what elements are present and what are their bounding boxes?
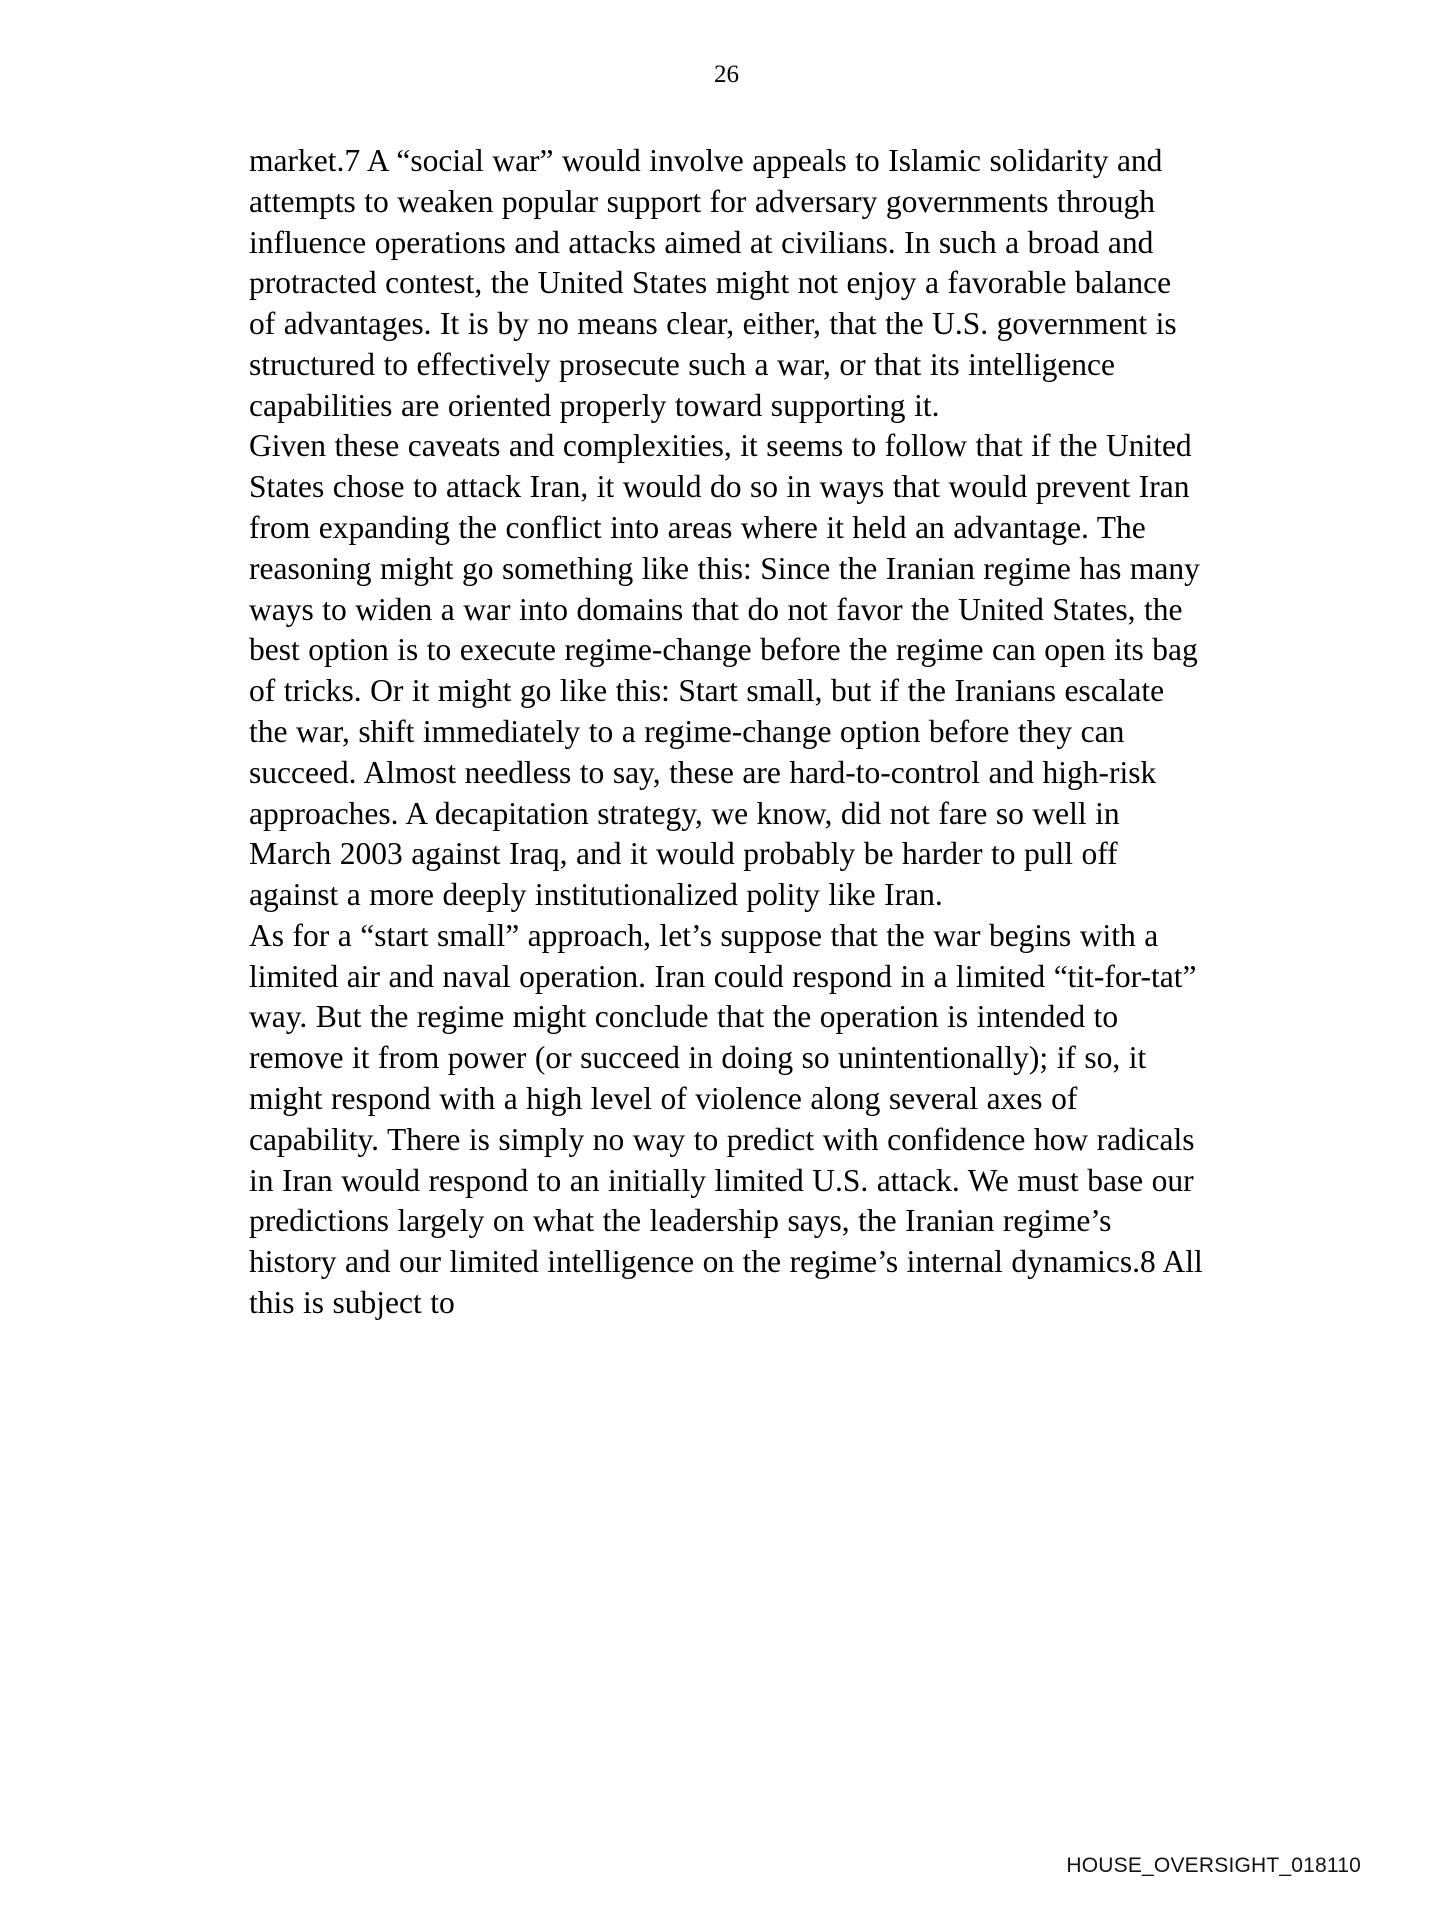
paragraph-1: market.7 A “social war” would involve appeals to Islamic solidarity and attempts to weaken popular support for adversary governments through influence operations and attacks aimed at civilians. In such a broad and protracted contest, the United States might not enjoy a favorable balance of advantages. It is by no means clear, either, that the U.S. government is structured to effectively prosecute such a war, or that its intelligence capabilities are oriented properly toward supporting it. xyxy=(249,143,1177,423)
body-text xyxy=(249,87,1204,1324)
paragraph-2: Given these caveats and complexities, it seems to follow that if the United States chose to attack Iran, it would do so in ways that would prevent Iran from expanding the conflict into areas where it held an advantage. The reasoning might go something like this: Since the Iranian regime has many ways to widen a war into domains that do not favor the United States, the best option is to execute regime-change before the regime can open its bag of tricks. Or it might go like this: Start small, but if the Iranians escalate the war, shift immediately to a regime-change option before they can succeed. Almost needless to say, these are hard-to-control and high-risk approaches. A decapitation strategy, we know, did not fare so well in March 2003 against Iraq, and it would probably be harder to pull off against a more deeply institutionalized polity like Iran. xyxy=(249,428,1200,913)
bates-stamp: HOUSE_OVERSIGHT_018110 xyxy=(1066,1854,1361,1877)
page-number: 26 xyxy=(714,61,739,88)
paragraph-3: As for a “start small” approach, let’s suppose that the war begins with a limited air and naval operation. Iran could respond in a limited “tit-for-tat” way. But the regime might conclude that the operation is intended to remove it from power (or succeed in doing so unintentionally); if so, it might respond with a high level of violence along several axes of capability. There is simply no way to predict with confidence how radicals in Iran would respond to an initially limited U.S. attack. We must base our predictions largely on what the leadership says, the Iranian regime’s history and our limited intelligence on the regime’s internal dynamics.8 All this is subject to xyxy=(249,917,1203,1320)
